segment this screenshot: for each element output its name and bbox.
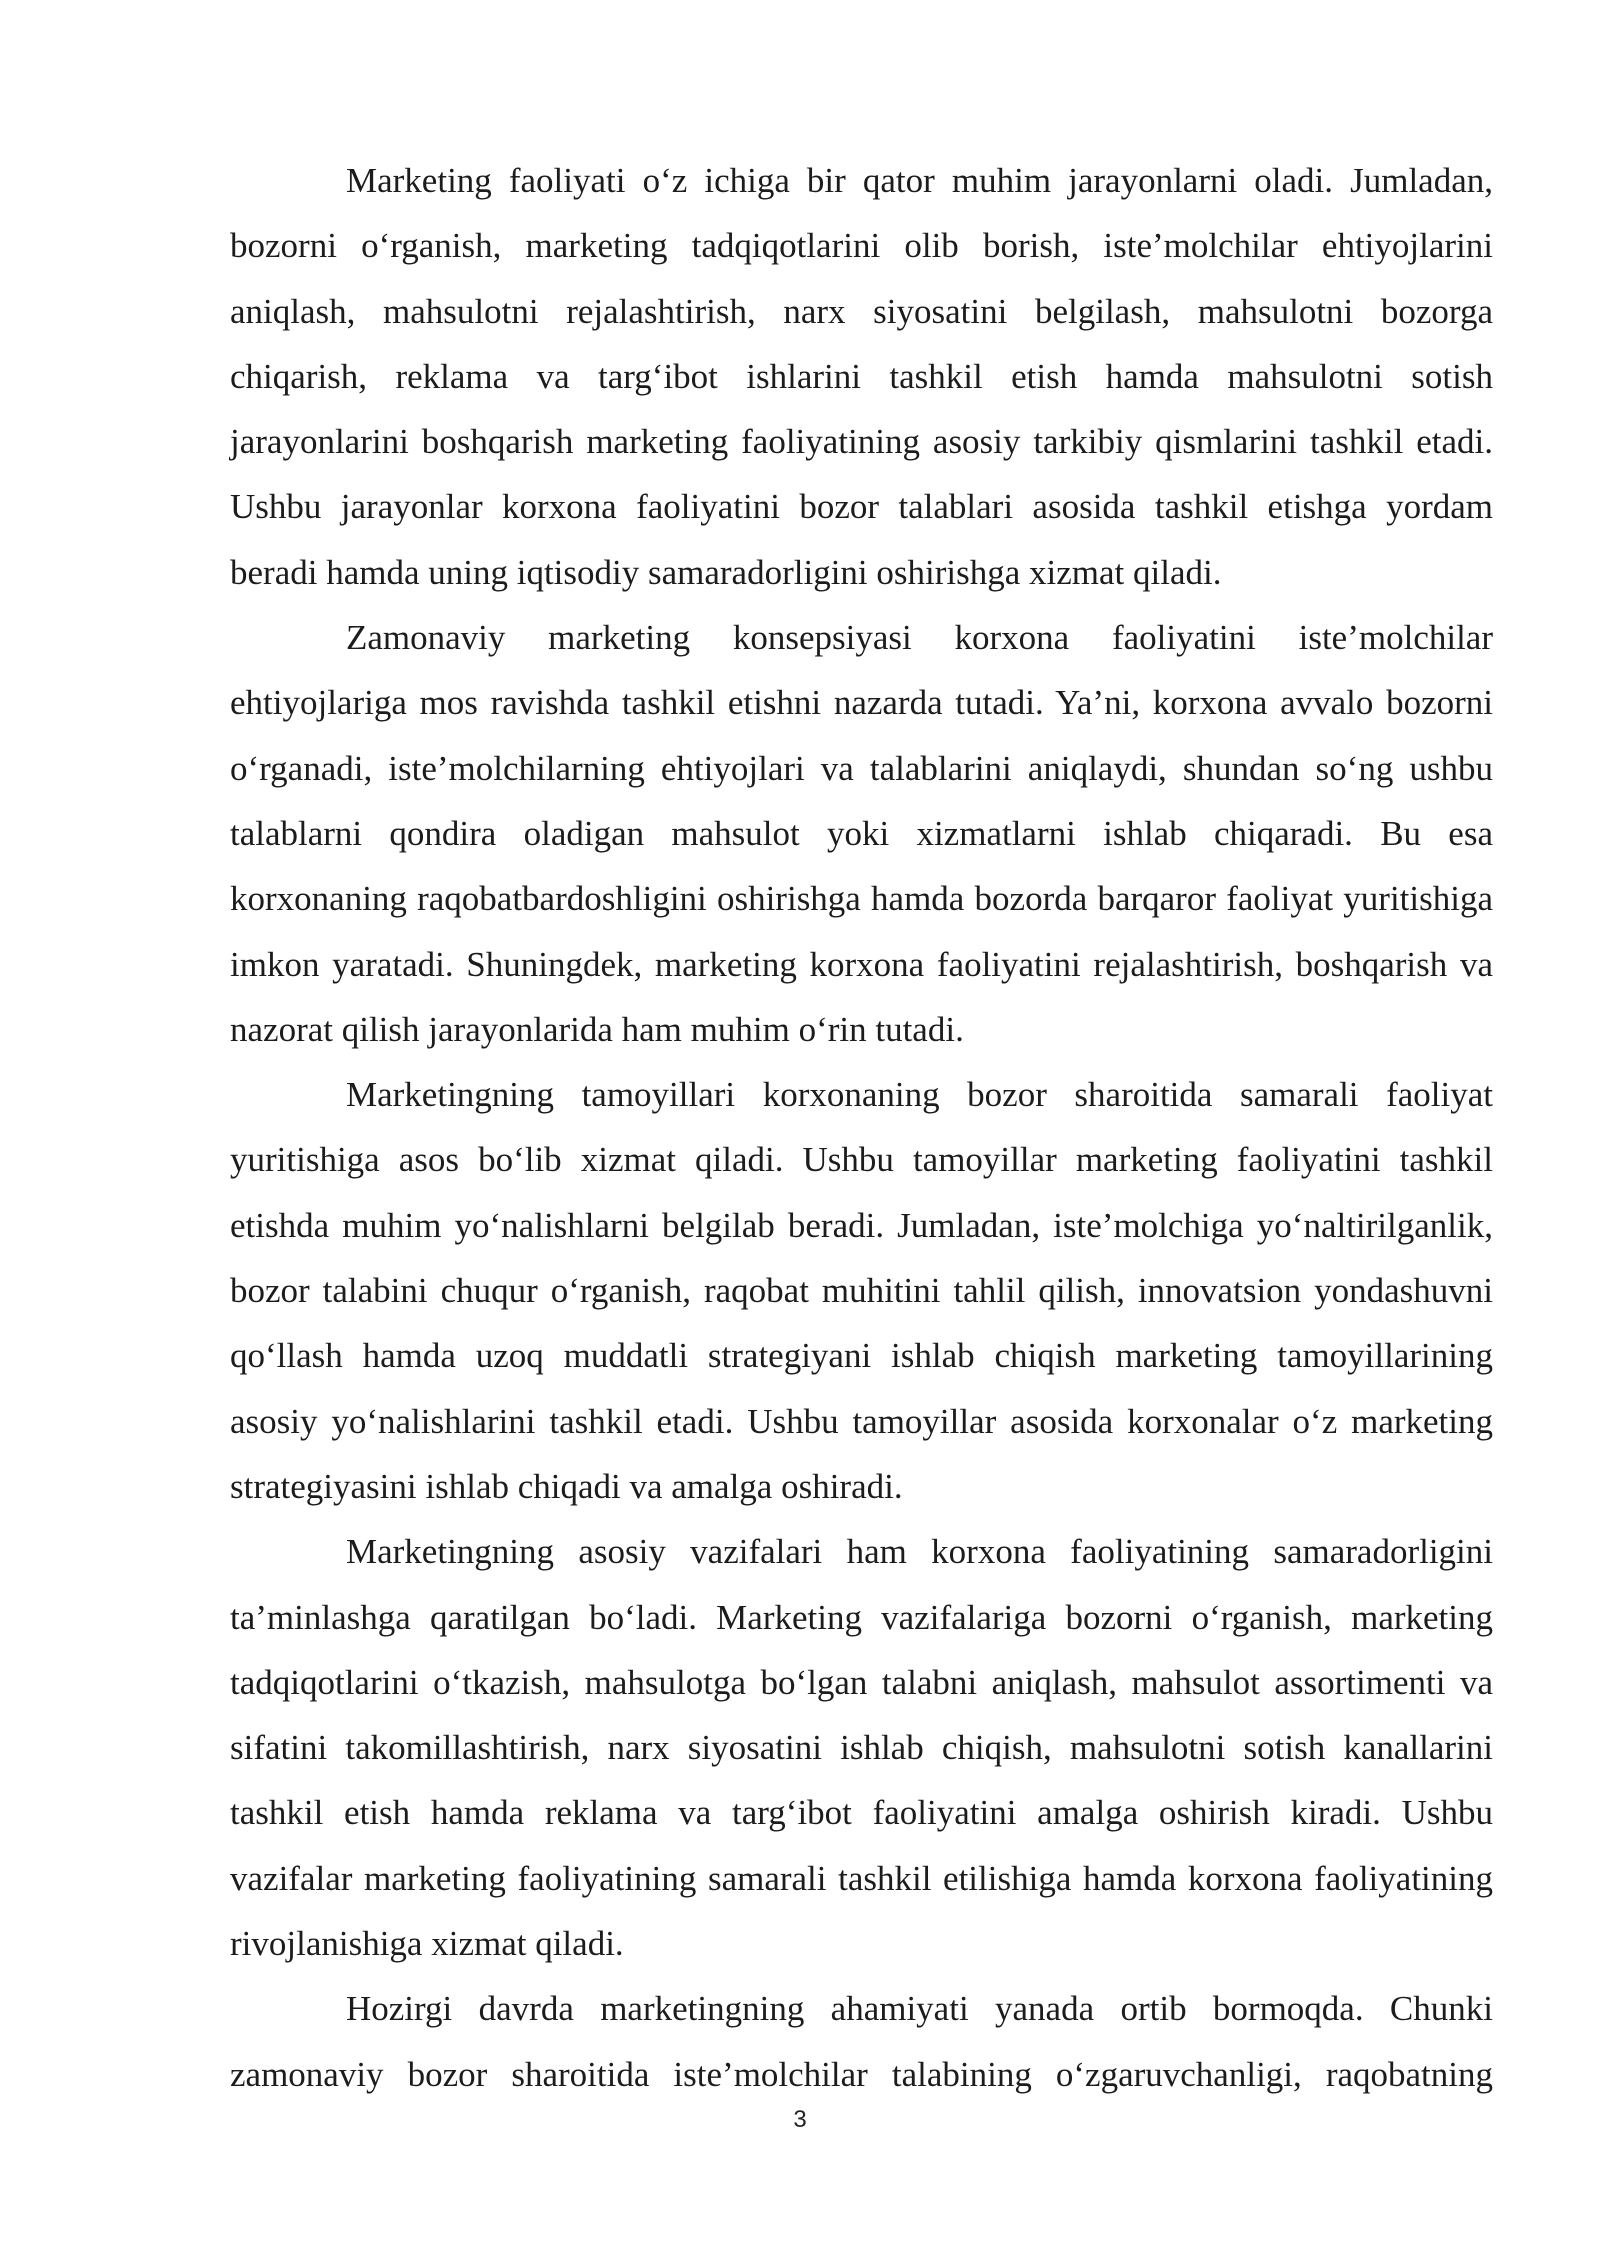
paragraph: Zamonaviy marketing konsepsiyasi korxona faoliyatini iste’molchilar ehtiyojlariga mos ravishda tashkil etishni nazarda tutadi. Ya’ni, korxona avvalo bozorni o‘rganadi, iste’molchilarning ehtiyojlari va talablarini aniqlaydi, shundan so‘ng ushbu talablarni qondira oladigan mahsulot yoki xizmatlarni ishlab chiqaradi. Bu esa korxonaning raqobatbardoshligini oshirishga hamda bozorda barqaror faoliyat yuritishiga imkon yaratadi. Shuningdek, marketing korxona faoliyatini rejalashtirish, boshqarish va nazorat qilish jarayonlarida ham muhim o‘rin tutadi. xyxy=(230,618,1493,1049)
paragraph: Marketingning asosiy vazifalari ham korxona faoliyatining samaradorligini ta’minlashga qaratilgan bo‘ladi. Marketing vazifalariga bozorni o‘rganish, marketing tadqiqotlarini o‘tkazish, mahsulotga bo‘lgan talabni aniqlash, mahsulot assortimenti va sifatini takomillashtirish, narx siyosatini ishlab chiqish, mahsulotni sotish kanallarini tashkil etish hamda reklama va targ‘ibot faoliyatini amalga oshirish kiradi. Ushbu vazifalar marketing faoliyatining samarali tashkil etilishiga hamda korxona faoliyatining rivojlanishiga xizmat qiladi. xyxy=(230,1532,1493,1964)
body-text xyxy=(230,148,1493,2107)
paragraph: Hozirgi davrda marketingning ahamiyati yanada ortib bormoqda. Chunki zamonaviy bozor sharoitida iste’molchilar talabining o‘zgaruvchanligi, raqobatning xyxy=(230,1989,1493,2094)
paragraph: Marketing faoliyati o‘z ichiga bir qator muhim jarayonlarni oladi. Jumladan, bozorni o‘rganish, marketing tadqiqotlarini olib borish, iste’molchilar ehtiyojlarini aniqlash, mahsulotni rejalashtirish, narx siyosatini belgilash, mahsulotni bozorga chiqarish, reklama va targ‘ibot ishlarini tashkil etish hamda mahsulotni sotish jarayonlarini boshqarish marketing faoliyatining asosiy tarkibiy qismlarini tashkil etadi. Ushbu jarayonlar korxona faoliyatini bozor talablari asosida tashkil etishga yordam beradi hamda uning iqtisodiy samaradorligini oshirishga xizmat qiladi. xyxy=(230,161,1493,592)
page-number: 3 xyxy=(793,2106,807,2133)
paragraph: Marketingning tamoyillari korxonaning bozor sharoitida samarali faoliyat yuritishiga asos bo‘lib xizmat qiladi. Ushbu tamoyillar marketing faoliyatini tashkil etishda muhim yo‘nalishlarni belgilab beradi. Jumladan, iste’molchiga yo‘naltirilganlik, bozor talabini chuqur o‘rganish, raqobat muhitini tahlil qilish, innovatsion yondashuvni qo‘llash hamda uzoq muddatli strategiyani ishlab chiqish marketing tamoyillarining asosiy yo‘nalishlarini tashkil etadi. Ushbu tamoyillar asosida korxonalar o‘z marketing strategiyasini ishlab chiqadi va amalga oshiradi. xyxy=(230,1075,1493,1506)
